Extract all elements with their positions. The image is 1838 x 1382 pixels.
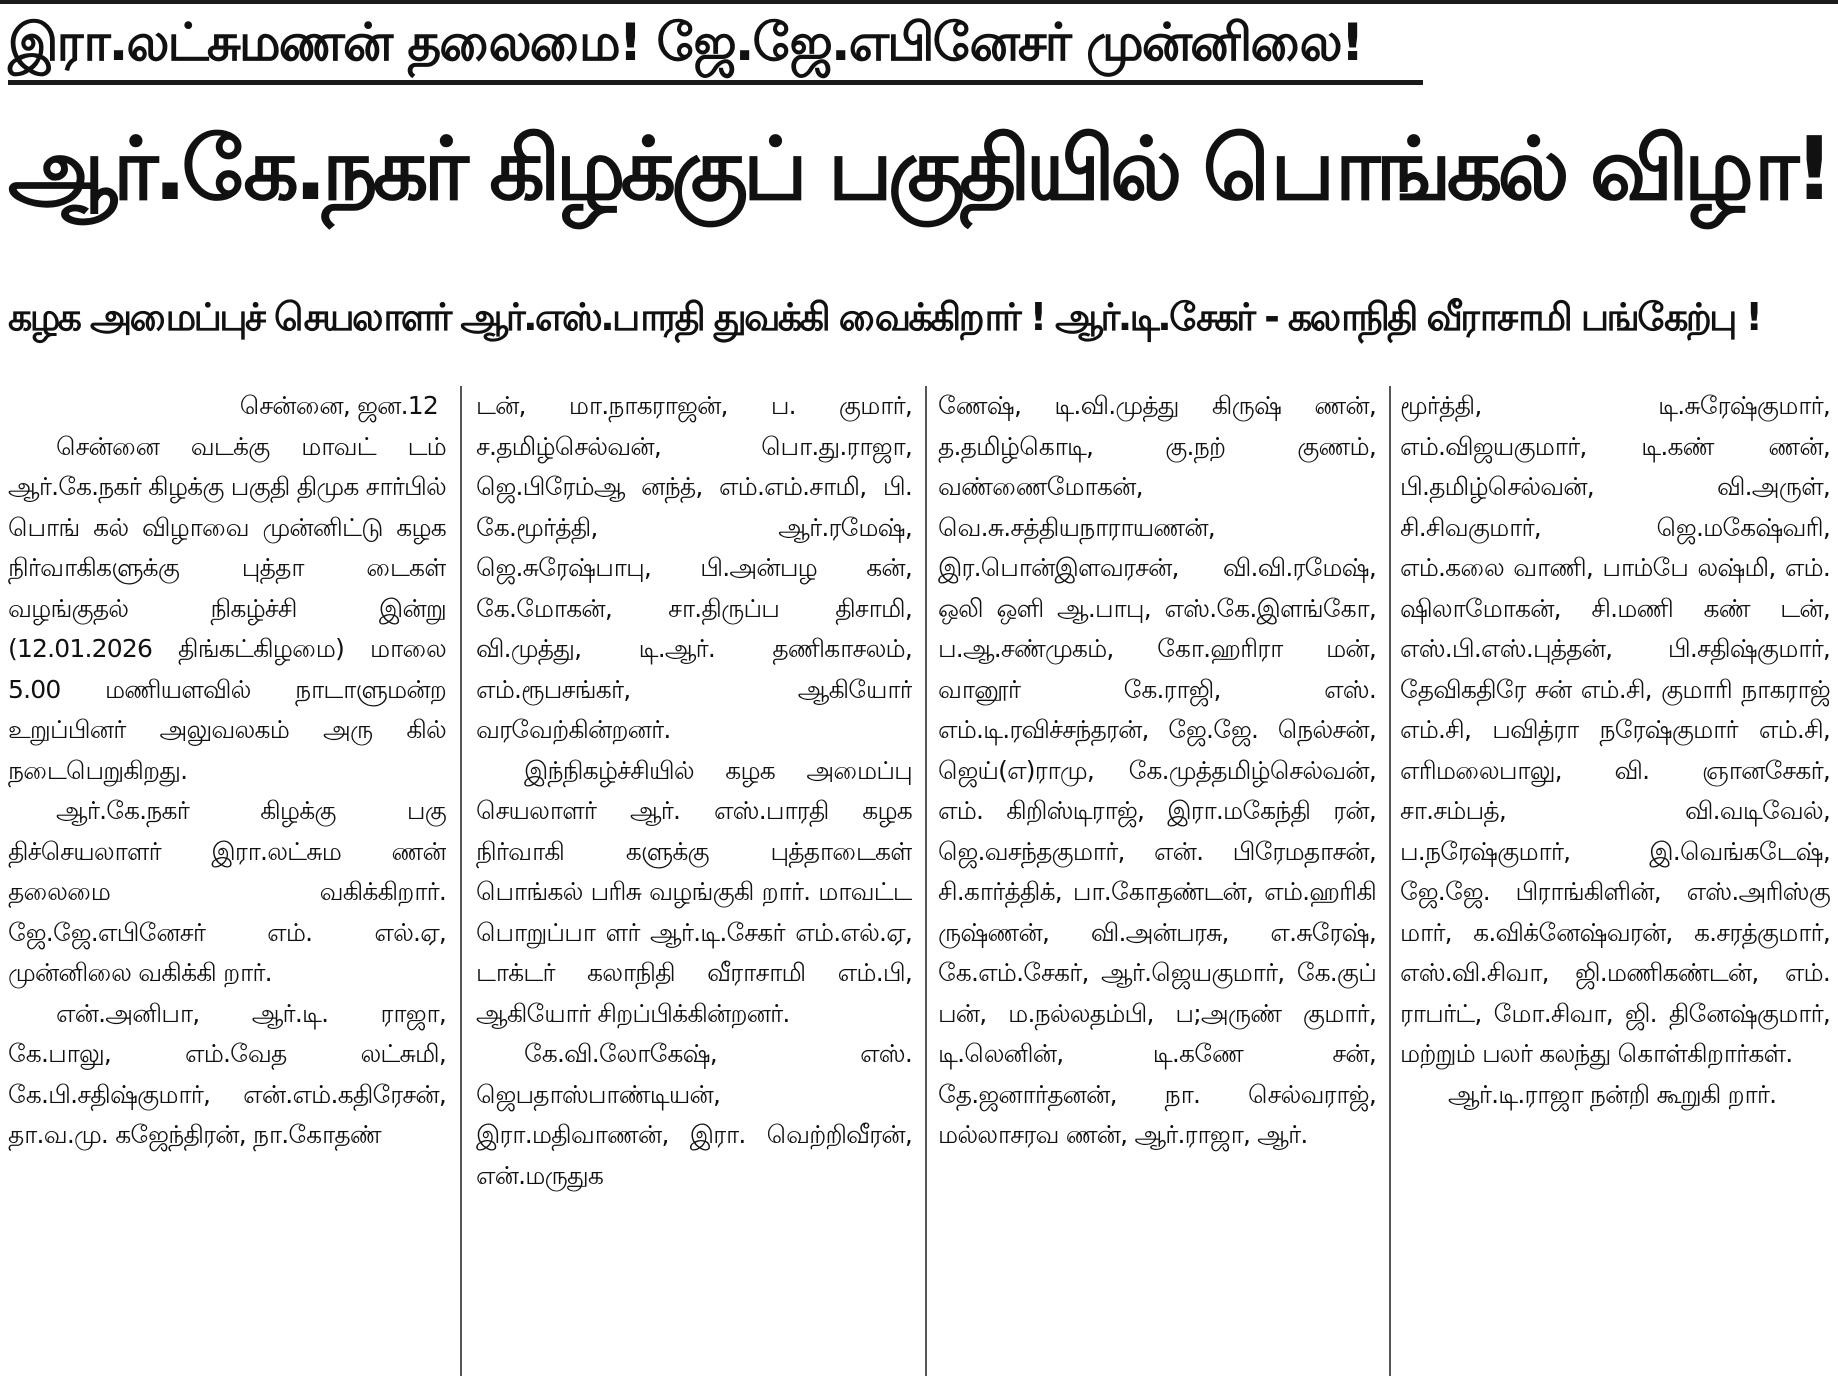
column-divider <box>925 386 927 1376</box>
dateline: சென்னை, ஜன.12 <box>239 391 438 420</box>
paragraph: ஆர்.டி.ராஜா நன்றி கூறுகி றார். <box>1448 1079 1777 1109</box>
article-column-3 <box>938 386 1376 1376</box>
column-divider <box>460 386 462 1376</box>
article-column-4 <box>1400 386 1830 1376</box>
paragraph: மூர்த்தி, டி.சுரேஷ்குமார், எம்.விஜயகுமார், டி.கண் ணன், பி.தமிழ்செல்வன், வி.அருள், சி.சிவகுமார், ஜெ.மகேஷ்வரி, எம்.கலை வாணி, பாம்பே லஷ்மி, எம். ஷிலாமோகன், சி.மணி கண் டன், எஸ்.பி.எஸ்.புத்தன், பி.சதிஷ்குமார், தேவிகதிரே சன் எம்.சி, குமாரி நாகராஜ் எம்.சி, பவித்ரா நரேஷ்குமார் எம்.சி, எரிமலைபாலு, வி. ஞானசேகர், சா.சம்பத், வி.வடிவேல், ப.நரேஷ்குமார், இ.வெங்கடேஷ், ஜே.ஜே. பிராங்கிளின், எஸ்.அரிஸ்கு மார், க.விக்னேஷ்வரன், க.சரத்குமார், எஸ்.வி.சிவா, ஜி.மணிகண்டன், எம். ராபர்ட், மோ.சிவா, ஜி. தினேஷ்குமார், மற்றும் பலர் கலந்து கொள்கிறார்கள். <box>1400 391 1830 1068</box>
paragraph: ணேஷ், டி.வி.முத்து கிருஷ் ணன், த.தமிழ்கொடி, கு.நற் குணம், வண்ணைமோகன், வெ.சு.சத்தியநாராயணன், இர.பொன்இளவரசன், வி.வி.ரமேஷ், ஒலி ஒளி ஆ.பாபு, எஸ்.கே.இளங்கோ, ப.ஆ.சண்முகம், கோ.ஹரிரா மன், வானூர் கே.ராஜி, எஸ். எம்.டி.ரவிச்சந்தரன், ஜே.ஜே. நெல்சன், ஜெய்(எ)ராமு, கே.முத்தமிழ்செல்வன், எம். கிறிஸ்டிராஜ், இரா.மகேந்தி ரன், ஜெ.வசந்தகுமார், என். பிரேமதாசன், சி.கார்த்திக், பா.கோதண்டன், எம்.ஹரிகி ருஷ்ணன், வி.அன்பரசு, எ.சுரேஷ், கே.எம்.சேகர், ஆர்.ஜெயகுமார், கே.குப் பன், ம.நல்லதம்பி, ப;அருண் குமார், டி.லெனின், டி.கணே சன், தே.ஜனார்தனன், நா. செல்வராஜ், மல்லாசரவ ணன், ஆர்.ராஜா, ஆர். <box>938 391 1376 1149</box>
article-column-2 <box>476 386 912 1376</box>
subheadline: கழக அமைப்புச் செயலாளர் ஆர்.எஸ்.பாரதி துவக்கி வைக்கிறார் ! ஆர்.டி.சேகர் - கலாநிதி வீராசாமி பங்கேற்பு ! <box>8 295 1761 339</box>
paragraph: கே.வி.லோகேஷ், எஸ். ஜெபதாஸ்பாண்டியன், இரா.மதிவாணன், இரா. வெற்றிவீரன், என்.மருதுக <box>476 1039 912 1190</box>
paragraph: என்.அனிபா, ஆர்.டி. ராஜா, கே.பாலு, எம்.வேத லட்சுமி, கே.பி.சதிஷ்குமார், என்.எம்.கதிரேசன், தா.வ.மு. கஜேந்திரன், நா.கோதண் <box>8 998 446 1149</box>
paragraph: இந்நிகழ்ச்சியில் கழக அமைப்பு செயலாளர் ஆர். எஸ்.பாரதி கழக நிர்வாகி களுக்கு புத்தாடைகள் பொங்கல் பரிசு வழங்குகி றார். மாவட்ட பொறுப்பா ளர் ஆர்.டி.சேகர் எம்.எல்.ஏ, டாக்டர் கலாநிதி வீராசாமி எம்.பி, ஆகியோர் சிறப்பிக்கின்றனர். <box>476 755 912 1028</box>
article-column-1 <box>8 386 446 1376</box>
kicker-line: இரா.லட்சுமணன் தலைமை! ஜே.ஜே.எபினேசர் முன்னிலை! <box>8 13 1363 73</box>
headline: ஆர்.கே.நகர் கிழக்குப் பகுதியில் பொங்கல் விழா! <box>8 118 1829 220</box>
paragraph: சென்னை வடக்கு மாவட் டம் ஆர்.கே.நகர் கிழக்கு பகுதி திமுக சார்பில் பொங் கல் விழாவை முன்னிட்டு கழக நிர்வாகிகளுக்கு புத்தா டைகள் வழங்குதல் நிகழ்ச்சி இன்று (12.01.2026 திங்கட்கிழமை) மாலை 5.00 மணியளவில் நாடாளுமன்ற உறுப்பினர் அலுவலகம் அரு கில் நடைபெறுகிறது. <box>8 431 446 785</box>
top-rule <box>0 0 1838 4</box>
kicker-underline <box>8 80 1423 85</box>
column-divider <box>1389 386 1391 1376</box>
paragraph: ஆர்.கே.நகர் கிழக்கு பகு திச்செயலாளர் இரா.லட்சும ணன் தலைமை வகிக்கிறார். ஜே.ஜே.எபினேசர் எம். எல்.ஏ, முன்னிலை வகிக்கி றார். <box>8 796 446 987</box>
paragraph: டன், மா.நாகராஜன், ப. குமார், ச.தமிழ்செல்வன், பொ.து.ராஜா, ஜெ.பிரேம்ஆ னந்த், எம்.எம்.சாமி, பி. கே.மூர்த்தி, ஆர்.ரமேஷ், ஜெ.சுரேஷ்பாபு, பி.அன்பழ கன், கே.மோகன், சா.திருப்ப திசாமி, வி.முத்து, டி.ஆர். தணிகாசலம், எம்.ரூபசங்கர், ஆகியோர் வரவேற்கின்றனர். <box>476 391 912 744</box>
